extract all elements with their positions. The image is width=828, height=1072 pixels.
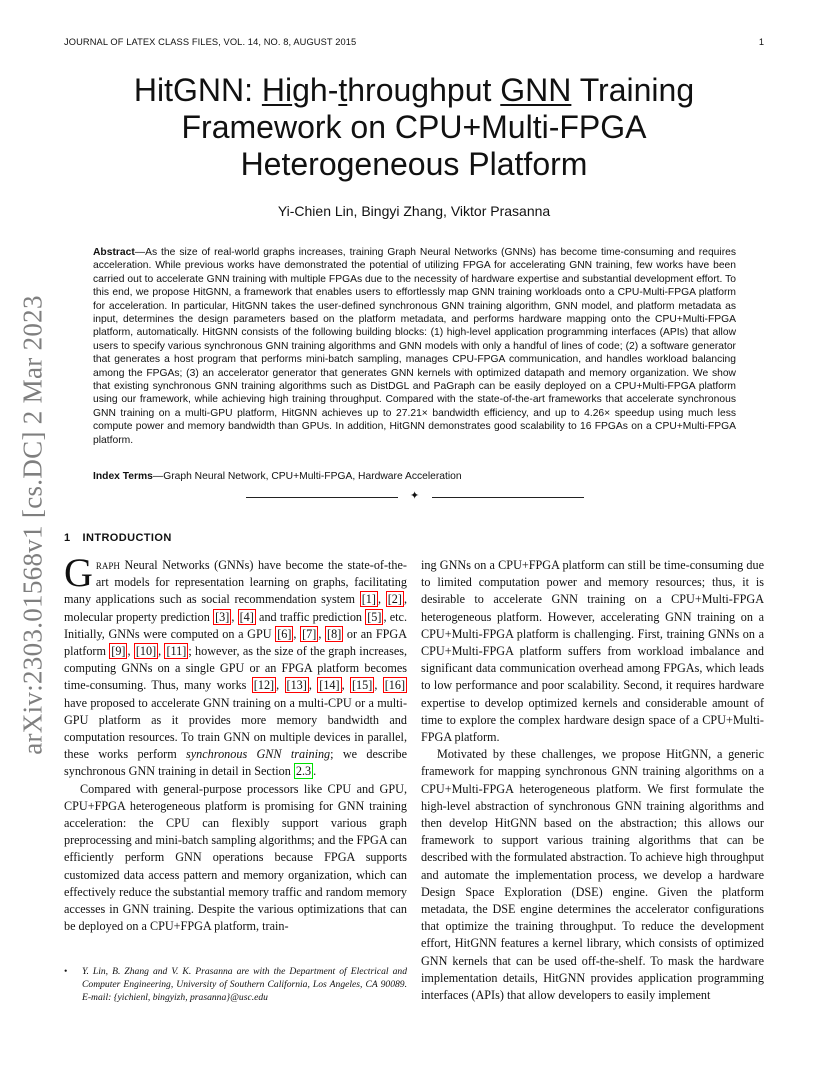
abstract-text: —As the size of real-world graphs increases, training Graph Neural Networks (GNNs) has become time-consuming and requires acceleration. While previous works have demonstrated the potential of utilizing FPGA for accelerating GNN training, few works have been carried out to accelerate GNN training with multiple FPGAs due to the necessity of hardware expertise and substantial development effort. To this end, we propose HitGNN, a framework that enables users to effortlessly map GNN training workloads onto a CPU-Multi-FPGA platform for acceleration. In particular, HitGNN takes the user-defined synchronous GNN training algorithm, GNN model, and platform metadata as input, determines the design parameters based on the platform metadata, and performs hardware mapping onto the CPU+Multi-FPGA platform, automatically. HitGNN consists of the following building blocks: (1) high-level application programming interfaces (APIs) that allow users to specify various synchronous GNN training algorithms and GNN models with only a handful of lines of code; (2) a software generator that generates a host program that performs mini-batch sampling, manages CPU-FPGA communication, and handles workload balancing among the FPGAs; (3) an accelerator generator that generates GNN kernels with optimized datapath and memory organization. We show that existing synchronous GNN training algorithms such as DistDGL and PaGraph can be easily deployed on a CPU+Multi-FPGA platform using our framework, while achieving high training throughput. Compared with the state-of-the-art frameworks that accelerate synchronous GNN training on a multi-GPU platform, HitGNN achieves up to 27.21× bandwidth efficiency, and up to 4.26× speedup using much less compute power and memory bandwidth than GPUs. In addition, HitGNN demonstrates good scalability to 16 FPGAs on a CPU+Multi-FPGA platform.	[93, 247, 736, 446]
authors: Yi-Chien Lin, Bingyi Zhang, Viktor Prasanna	[277, 203, 551, 219]
title-underlined-gnn: GNN	[500, 72, 572, 108]
paragraph: ing GNNs on a CPU+FPGA platform can still be time-consuming due to limited computation power and memory resources; thus, it is desirable to accelerate GNN training on a CPU+Multi-FPGA heterogeneous platform. However, accelerating GNN training on a CPU+Multi-FPGA platform is challenging. First, training GNNs on a CPU+Multi-FPGA platform suffers from workload imbalance and significant data communication overhead among FPGAs, which leads to low performance and poor scalability. Second, it requires hardware expertise to develop optimized kernels and considerable amount of time to explore the complex hardware design space of a CPU+Multi-FPGA platform.	[421, 558, 764, 745]
citation-link[interactable]: [4]	[239, 609, 254, 624]
paragraph: Compared with general-purpose processors like CPU and GPU, CPU+FPGA heterogeneous platform is promising for GNN training acceleration: the CPU can flexibly support various graph preprocessing and mini-batch sampling algorithms; and the FPGA can efficiently perform GNN operations because FPGA supports customized data access pattern and memory organization, which can effectively reduce the substantial memory traffic and random memory accesses in GNN training. Despite the various optimizations that can be deployed on a CPU+FPGA platform, train-	[64, 781, 407, 934]
citation-link[interactable]: [11]	[166, 644, 187, 659]
text: and traffic prediction	[255, 609, 366, 624]
citation-link[interactable]: [2]	[387, 592, 402, 607]
paper-title	[64, 72, 764, 183]
arxiv-stamp	[18, 290, 48, 760]
citation-link[interactable]: [8]	[327, 626, 342, 641]
section-title: INTRODUCTION	[82, 532, 172, 544]
footnote	[64, 965, 407, 1005]
left-column	[64, 550, 408, 935]
citation-link[interactable]: [1]	[361, 592, 376, 607]
title-part: HitGNN:	[133, 72, 262, 108]
running-header: JOURNAL OF LATEX CLASS FILES, VOL. 14, NO. 8, AUGUST 2015	[64, 37, 357, 47]
index-terms	[93, 471, 736, 482]
abstract-label: Abstract	[93, 247, 135, 258]
citation-link[interactable]: [12]	[253, 678, 275, 693]
index-terms-label: Index Terms	[93, 471, 153, 482]
title-underlined-t: t	[338, 72, 348, 108]
title-underlined-hi: Hi	[261, 72, 293, 108]
arxiv-stamp-text: arXiv:2303.01568v1 [cs.DC] 2 Mar 2023	[17, 295, 48, 755]
index-terms-text: —Graph Neural Network, CPU+Multi-FPGA, Hardware Acceleration	[152, 471, 462, 482]
citation-link[interactable]: [14]	[319, 678, 340, 693]
text: Neural Networks (GNNs) have become the state-of-the-art models for representation learning on graphs, facilitating many applications such as social recommendation system	[64, 558, 407, 607]
citation-link[interactable]: [16]	[384, 678, 406, 693]
title-line-3: Heterogeneous Platform	[240, 146, 588, 182]
abstract	[93, 246, 736, 447]
section-divider	[246, 490, 584, 504]
citation-link[interactable]: [9]	[111, 644, 126, 659]
citation-link[interactable]: [10]	[135, 644, 157, 659]
citation-link[interactable]: [13]	[286, 678, 307, 693]
section-number: 1	[64, 532, 71, 544]
right-column	[421, 557, 764, 1004]
title-part: gh-	[292, 72, 339, 108]
section-heading	[64, 532, 172, 544]
footnote-text: Y. Lin, B. Zhang and V. K. Prasanna are with the Department of Electrical and Computer Engineering, University of Southern California, Los Angeles, CA 90089. E-mail: {yichienl, bingyizh, prasanna}@usc.edu	[82, 966, 407, 1004]
text: , molecular property prediction	[64, 592, 408, 624]
paragraph: Motivated by these challenges, we propose HitGNN, a generic framework for mapping synchronous GNN training algorithms on a CPU+Multi-FPGA heterogeneous platform. We first formulate the high-level abstraction of synchronous GNN training algorithms and then develop HitGNN based on the abstraction; this allows our framework to support various training algorithms that can be described with the formulated abstraction. To achieve high throughput and automate the implementation process, we develop a hardware Design Space Exploration (DSE) engine. Given the platform metadata, the DSE engine determines the accelerator configurations that optimize the training throughput. To reduce the development effort, HitGNN features a kernel library, which consists of optimized GNN kernels that can be used off-the-shelf. To mask the hardware implementation details, HitGNN provides application programming interfaces (APIs) that allow developers to easily implement	[421, 747, 764, 1003]
emphasis-text: synchronous GNN training	[186, 747, 331, 762]
title-part: hroughput	[347, 72, 501, 108]
divider-line-left	[246, 497, 398, 498]
citation-link[interactable]: [6]	[277, 626, 292, 641]
footnote-bullet: •	[64, 966, 68, 977]
text: , etc. Initially, GNNs were computed on a GPU	[64, 609, 407, 641]
title-line-2: Framework on CPU+Multi-FPGA	[181, 109, 647, 145]
text: ; we describe synchronous GNN training in detail in Section	[64, 747, 407, 779]
citation-link[interactable]: [7]	[302, 626, 317, 641]
dropcap: G	[64, 550, 93, 595]
page-number: 1	[758, 37, 764, 47]
text: .	[313, 764, 317, 779]
text: have proposed to accelerate GNN training on a multi-CPU or a multi-GPU platform as it provides more memory bandwidth and computation resources. To train GNN on multiple devices in parallel, these works perform	[64, 695, 407, 762]
citation-link[interactable]: [15]	[352, 678, 373, 693]
smallcaps-text: raph	[95, 558, 120, 572]
divider-diamond-icon: ✦	[410, 490, 420, 502]
title-part: Training	[571, 72, 695, 108]
section-link[interactable]: 2.3	[295, 764, 312, 779]
citation-link[interactable]: [5]	[367, 609, 382, 624]
text: ; however, as the size of the graph increases, computing GNNs on a single GPU or an FPGA platform becomes time-consuming. Thus, many works	[64, 644, 408, 693]
text: or an FPGA platform	[64, 626, 408, 659]
paragraph: Graph Neural Networks (GNNs) have become the state-of-the-art models for representation learning on graphs, facilitating many applications such as social recommendation system [1] , [2] , molecular property prediction [3] , [4] and traffic prediction [5] , etc. Initially, GNNs were computed on a GPU [6] , [7] , [8] or an FPGA platform [9] , [10] , [11] ; however, as the size of the graph increases, computing GNNs on a single GPU or an FPGA platform becomes time-consuming. Thus, many works [12] , [13] , [14] , [15] , [16] have proposed to accelerate GNN training on a multi-CPU or a multi-GPU platform as it provides more memory bandwidth and computation resources. To train GNN on multiple devices in parallel, these works perform synchronous GNN training; we describe synchronous GNN training in detail in Section 2.3 .	[64, 550, 408, 779]
divider-line-right	[432, 497, 584, 498]
citation-link[interactable]: [3]	[215, 609, 230, 624]
